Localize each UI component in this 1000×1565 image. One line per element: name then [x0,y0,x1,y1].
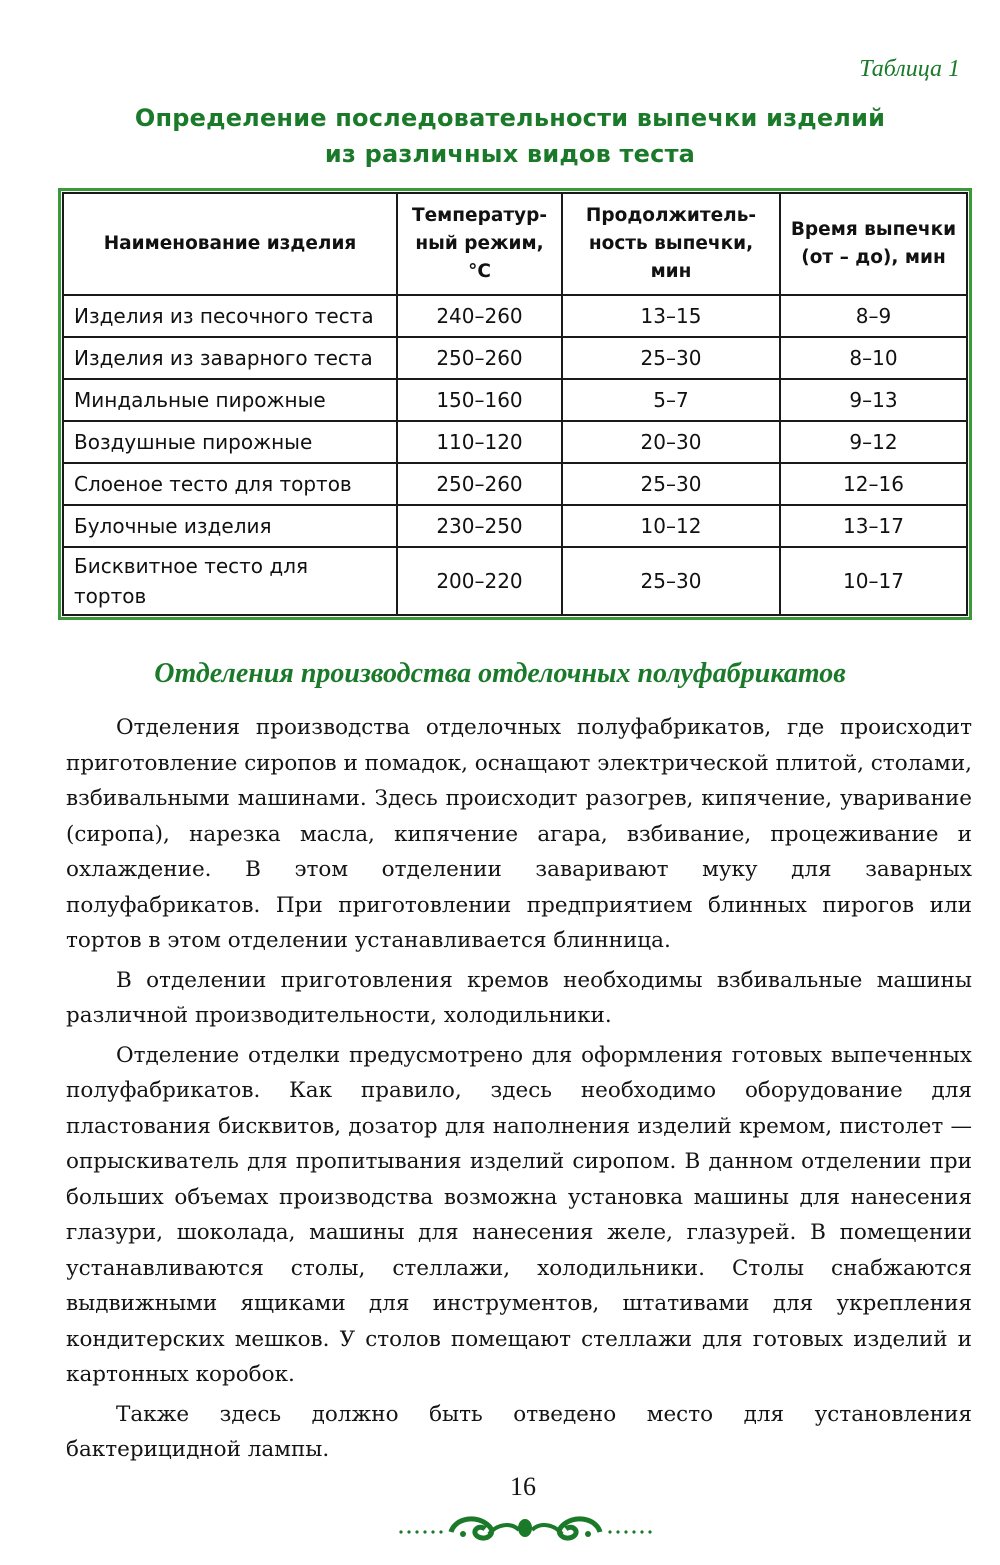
table-title-line-2: из различных видов теста [324,140,696,168]
header-product-name: Наименование изделия [63,193,397,295]
header-duration: Продолжитель-ность выпечки, мин [562,193,780,295]
paragraph: В отделении приготовления кремов необходимы взбивальные машины различной производительности, холодильники. [66,967,972,1028]
table-caption: Таблица 1 [859,56,960,82]
cell-temperature: 250–260 [397,463,562,505]
cell-temperature: 110–120 [397,421,562,463]
cell-time: 10–17 [780,547,967,615]
cell-duration: 25–30 [562,547,780,615]
cell-duration: 10–12 [562,505,780,547]
table-row [63,505,967,547]
cell-product: Бисквитное тесто для тортов [63,547,397,615]
body-text [66,710,972,1472]
table-title [60,100,960,172]
cell-time: 9–13 [780,379,967,421]
cell-product: Изделия из песочного теста [63,295,397,337]
table-row [63,295,967,337]
cell-time: 9–12 [780,421,967,463]
table-header-row [63,193,967,295]
floral-ornament-icon [393,1504,658,1544]
header-temperature: Температур-ный режим, °С [397,193,562,295]
table-row [63,421,967,463]
table-row [63,463,967,505]
cell-time: 13–17 [780,505,967,547]
section-title: Отделения производства отделочных полуфабрикатов [154,658,846,689]
cell-product: Булочные изделия [63,505,397,547]
cell-temperature: 230–250 [397,505,562,547]
baking-table [62,192,968,616]
cell-product: Воздушные пирожные [63,421,397,463]
cell-time: 12–16 [780,463,967,505]
cell-duration: 25–30 [562,337,780,379]
header-baking-time: Время выпечки (от – до), мин [780,193,967,295]
cell-temperature: 150–160 [397,379,562,421]
cell-duration: 25–30 [562,463,780,505]
table-row [63,337,967,379]
table-row [63,379,967,421]
cell-temperature: 250–260 [397,337,562,379]
table-row [63,547,967,615]
paragraph: Отделения производства отделочных полуфабрикатов, где происходит приготовление сиропов и помадок, оснащают электрической плитой, столами, взбивальными машинами. Здесь происходит разогрев, кипячение, уваривание (сиропа), нарезка масла, кипячение агара, взбивание, процеживание и охлаждение. В этом отделении заваривают муку для заварных полуфабрикатов. При приготовлении предприятием блинных пирогов или тортов в этом отделении устанавливается блинница. [66,715,972,953]
cell-temperature: 200–220 [397,547,562,615]
page-number: 16 [510,1472,536,1501]
cell-temperature: 240–260 [397,295,562,337]
cell-duration: 20–30 [562,421,780,463]
cell-time: 8–10 [780,337,967,379]
cell-duration: 13–15 [562,295,780,337]
cell-product: Миндальные пирожные [63,379,397,421]
cell-time: 8–9 [780,295,967,337]
cell-duration: 5–7 [562,379,780,421]
cell-product: Слоеное тесто для тортов [63,463,397,505]
cell-product: Изделия из заварного теста [63,337,397,379]
paragraph: Также здесь должно быть отведено место для установления бактерицидной лампы. [66,1401,972,1462]
paragraph: Отделение отделки предусмотрено для оформления готовых выпеченных полуфабрикатов. Как правило, здесь необходимо оборудование для пластования бисквитов, дозатор для наполнения изделий кремом, пистолет — опрыскиватель для пропитывания изделий сиропом. В данном отделении при больших объемах производства возможна установка машины для нанесения глазури, шоколада, машины для нанесения желе, глазурей. В помещении устанавливаются столы, стеллажи, холодильники. Столы снабжаются выдвижными ящиками для инструментов, штативами для укрепления кондитерских мешков. У столов помещают стеллажи для готовых изделий и картонных коробок. [66,1042,972,1387]
table-title-line-1: Определение последовательности выпечки изделий [134,104,886,132]
